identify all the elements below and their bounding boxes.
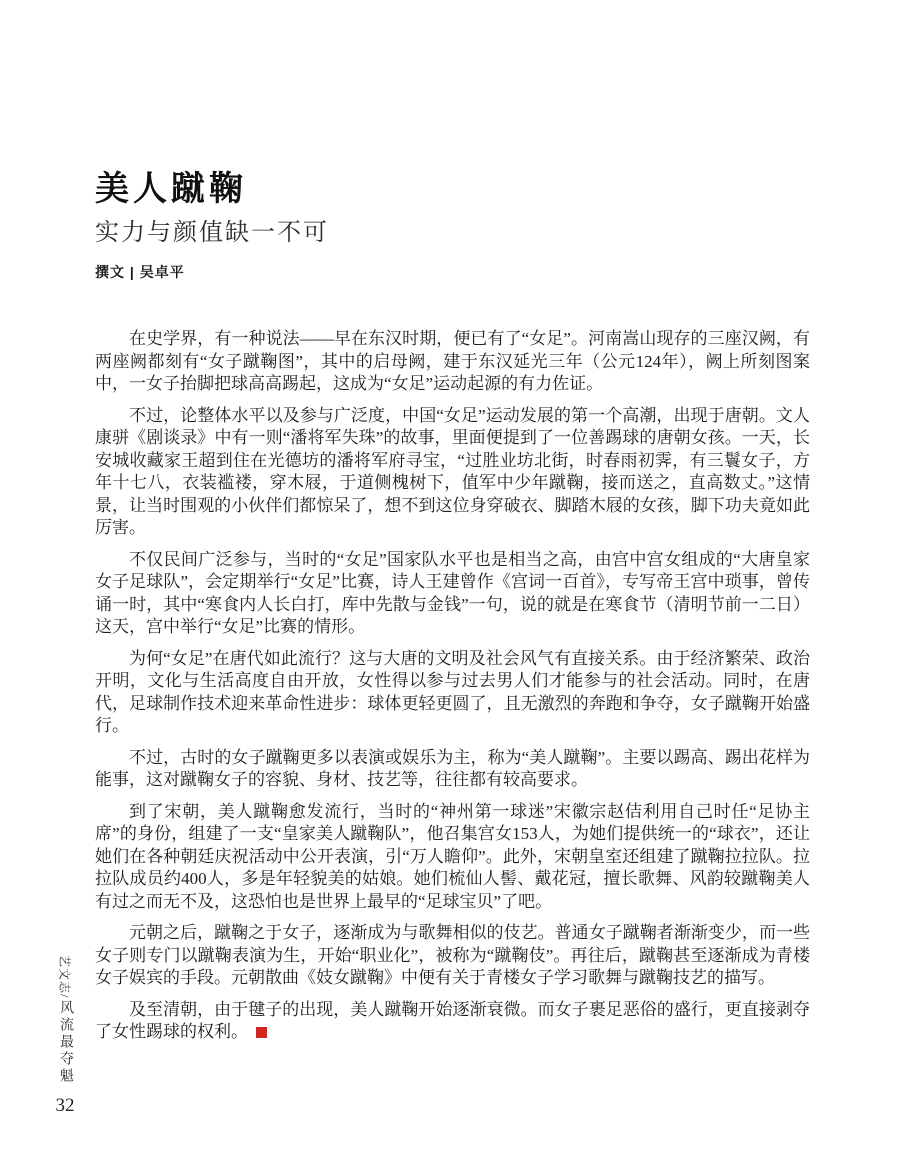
paragraph-text: 及至清朝，由于毽子的出现，美人蹴鞠开始逐渐衰微。而女子裹足恶俗的盛行，更直接剥夺了女性踢球的权利。 bbox=[95, 999, 810, 1041]
page-title: 美人蹴鞠 bbox=[95, 171, 247, 208]
section-name: 风流最夺魁 bbox=[58, 1000, 73, 1086]
paragraph: 不仅民间广泛参与，当时的“女足”国家队水平也是相当之高，由宫中宫女组成的“大唐皇家女子足球队”，会定期举行“女足”比赛，诗人王建曾作《宫词一百首》，专写帝王宫中琐事，曾传诵一时，其中“寒食内人长白打，库中先散与金钱”一句，说的就是在寒食节（清明节前一二日）这天，宫中举行“女足”比赛的情形。 bbox=[95, 549, 810, 636]
page-number: 32 bbox=[55, 1095, 75, 1117]
page-subtitle: 实力与颜值缺一不可 bbox=[95, 220, 329, 246]
paragraph: 到了宋朝，美人蹴鞠愈发流行，当时的“神州第一球迷”宋徽宗赵佶利用自己时任“足协主席”的身份，组建了一支“皇家美人蹴鞠队”，他召集宫女153人，为她们提供统一的“球衣”，还让她们在各种朝廷庆祝活动中公开表演，引“万人瞻仰”。此外，宋朝皇室还组建了蹴鞠拉拉队。拉拉队成员约400人，多是年轻貌美的姑娘。她们梳仙人髻、戴花冠，擅长歌舞、风韵较蹴鞠美人有过之而无不及，这恐怕也是世界上最早的“足球宝贝”了吧。 bbox=[95, 801, 810, 911]
magazine-name: 艺文志/ bbox=[57, 955, 72, 999]
paragraph: 为何“女足”在唐代如此流行？这与大唐的文明及社会风气有直接关系。由于经济繁荣、政治开明，文化与生活高度自由开放，女性得以参与过去男人们才能参与的社会活动。同时，在唐代，足球制作技术迎来革命性进步：球体更轻更圆了，且无激烈的奔跑和争夺，女子蹴鞠开始盛行。 bbox=[95, 648, 810, 735]
paragraph: 在史学界，有一种说法——早在东汉时期，便已有了“女足”。河南嵩山现存的三座汉阙，有两座阙都刻有“女子蹴鞠图”，其中的启母阙，建于东汉延光三年（公元124年），阙上所刻图案中，一女子抬脚把球高高踢起，这成为“女足”运动起源的有力佐证。 bbox=[95, 329, 810, 393]
article-end-mark bbox=[256, 1027, 267, 1038]
paragraph: 元朝之后，蹴鞠之于女子，逐渐成为与歌舞相似的伎艺。普通女子蹴鞠者渐渐变少，而一些女子则专门以蹴鞠表演为生，开始“职业化”，被称为“蹴鞠伎”。再往后，蹴鞠甚至逐渐成为青楼女子娱宾的手段。元朝散曲《妓女蹴鞠》中便有关于青楼女子学习歌舞与蹴鞠技艺的描写。 bbox=[95, 923, 810, 987]
paragraph: 不过，古时的女子蹴鞠更多以表演或娱乐为主，称为“美人蹴鞠”。主要以踢高、踢出花样为能事，这对蹴鞠女子的容貌、身材、技艺等，往往都有较高要求。 bbox=[95, 747, 810, 789]
article-column bbox=[95, 170, 810, 1053]
article-body bbox=[95, 328, 810, 1044]
paragraph bbox=[95, 999, 810, 1044]
paragraph: 不过，论整体水平以及参与广泛度，中国“女足”运动发展的第一个高潮，出现于唐朝。文人康骈《剧谈录》中有一则“潘将军失珠”的故事，里面便提到了一位善踢球的唐朝女孩。一天，长安城收藏家王超到住在光德坊的潘将军府寻宝，“过胜业坊北街，时春雨初霁，有三鬟女子，方年十七八，衣装褴褛，穿木屐，于道侧槐树下，值军中少年蹴鞠，接而送之，直高数丈。”这情景，让当时围观的小伙伴们都惊呆了，想不到这位身穿破衣、脚踏木屐的女孩，脚下功夫竟如此厉害。 bbox=[95, 405, 810, 537]
sidebar bbox=[48, 955, 82, 1117]
byline: 撰文 | 吴卓平 bbox=[95, 264, 185, 280]
